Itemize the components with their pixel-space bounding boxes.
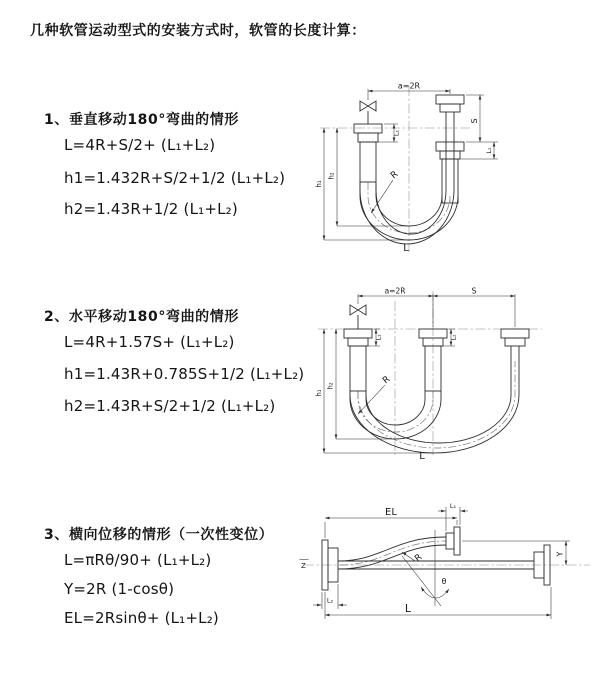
- diagram-vertical-180-bend: [310, 78, 575, 258]
- centerlines: [320, 86, 470, 252]
- dimension-l2: [443, 329, 458, 346]
- dim-label-a2r: a=2R: [397, 81, 421, 91]
- dim-label-l2: L₂: [326, 596, 334, 605]
- dim-label-l1: L₁: [374, 334, 383, 341]
- right-flange-lower: [436, 142, 464, 203]
- dimension-s: [433, 287, 515, 297]
- radius-callout: [371, 170, 400, 213]
- diagram-horizontal-180-bend: [310, 283, 575, 463]
- construction-lines: [402, 530, 441, 606]
- dim-label-s: S: [470, 118, 479, 124]
- dim-label-y: Y: [555, 551, 565, 557]
- length-label: L: [419, 451, 425, 462]
- dim-label-a2r: a=2R: [384, 286, 406, 296]
- radius-label: R: [381, 374, 393, 387]
- centerlines: [318, 291, 542, 455]
- section-2-formula-L: L=4R+1.57S+ (L₁+L₂): [64, 333, 235, 351]
- dim-label-h2: h₂: [326, 382, 335, 390]
- dimension-l2: [313, 584, 347, 609]
- left-flange: [344, 329, 372, 391]
- dimension-l: [325, 587, 551, 619]
- radius-label: R: [389, 169, 401, 182]
- diagram-lateral-displacement: [298, 498, 598, 648]
- right-flange-moved: [501, 329, 529, 361]
- dim-label-l2: L₂: [485, 147, 493, 154]
- upper-flange: [446, 527, 460, 555]
- dim-label-el: EL: [385, 507, 397, 518]
- section-1-formula-h1: h1=1.432R+S/2+1/2 (L₁+L₂): [64, 169, 286, 187]
- dim-label-h1: h₁: [315, 180, 323, 188]
- valve-icon: [360, 101, 376, 124]
- section-3-heading: 3、横向位移的情形（一次性变位）: [44, 527, 274, 543]
- length-label: L: [403, 243, 409, 254]
- radius-callout: [358, 375, 392, 414]
- dimension-a2r: [368, 82, 450, 101]
- section-2-formula-h1: h1=1.43R+0.785S+1/2 (L₁+L₂): [64, 365, 305, 383]
- dimension-l1: [368, 329, 383, 346]
- dim-label-h1: h₁: [315, 389, 323, 397]
- radius-callout: [402, 552, 424, 564]
- angle-label: θ: [441, 577, 447, 586]
- dim-label-l1: L₁: [449, 502, 457, 510]
- section-1-formula-h2: h2=1.43R+1/2 (L₁+L₂): [64, 200, 238, 218]
- dimension-l1: [438, 502, 468, 531]
- section-1-heading: 1、垂直移动180°弯曲的情形: [44, 112, 239, 128]
- dim-label-l: L: [404, 602, 412, 615]
- axis-marker-label: Z: [301, 562, 306, 570]
- section-2-heading: 2、水平移动180°弯曲的情形: [44, 309, 239, 325]
- dimension-el: [325, 507, 457, 538]
- dimension-a2r: [358, 287, 515, 328]
- dim-label-h2: h₂: [327, 172, 336, 180]
- dim-label-l2: L₂: [449, 334, 458, 341]
- section-3-formula-EL: EL=2Rsinθ+ (L₁+L₂): [64, 609, 219, 627]
- dim-label-s: S: [471, 286, 477, 296]
- dim-label-l1: L₁: [392, 129, 401, 137]
- page-title: 几种软管运动型式的安装方式时，软管的长度计算：: [30, 23, 366, 39]
- section-3-formula-Y: Y=2R (1-cosθ): [64, 580, 175, 598]
- section-2-formula-h2: h2=1.43R+S/2+1/2 (L₁+L₂): [64, 397, 276, 415]
- section-3-formula-L: L=πRθ/90+ (L₁+L₂): [64, 551, 212, 569]
- left-flange: [354, 124, 382, 182]
- valve-icon: [350, 305, 366, 329]
- dimension-l2: [460, 142, 498, 159]
- dimension-s: [466, 95, 498, 142]
- section-1-formula-L: L=4R+S/2+ (L₁+L₂): [64, 136, 216, 154]
- right-flange-upper: [436, 95, 464, 142]
- radius-label: R: [413, 552, 425, 565]
